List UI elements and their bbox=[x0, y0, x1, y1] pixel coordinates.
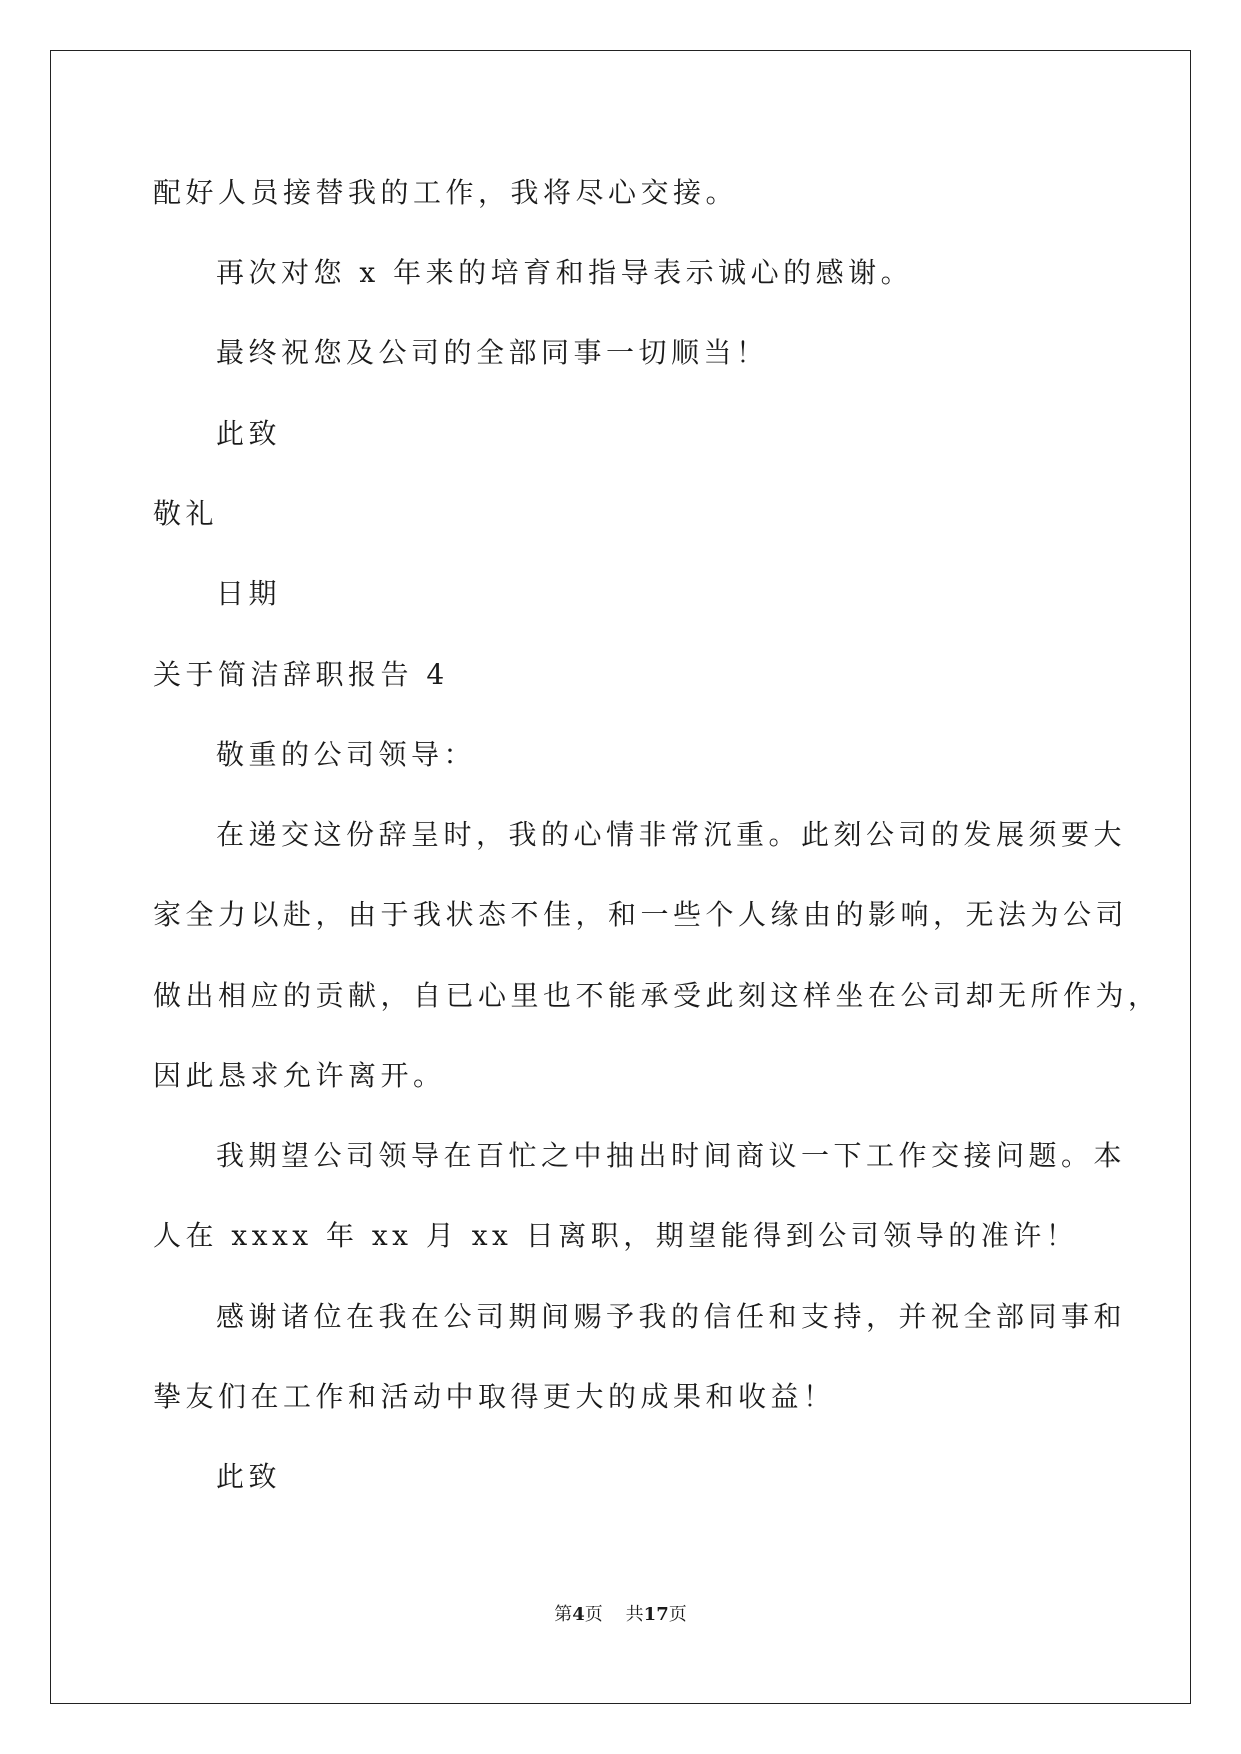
text-line: 挚友们在工作和活动中取得更大的成果和收益！ bbox=[153, 1380, 836, 1413]
text-line: 做出相应的贡献，自已心里也不能承受此刻这样坐在公司却无所作为， bbox=[153, 979, 1161, 1012]
text-line: 配好人员接替我的工作，我将尽心交接。 bbox=[153, 176, 739, 209]
page-suffix: 页 bbox=[584, 1604, 603, 1625]
closing-salutation: 此致 bbox=[216, 1460, 282, 1493]
closing-regards: 敬礼 bbox=[153, 497, 219, 530]
page-number: 4 bbox=[572, 1604, 585, 1625]
total-suffix: 页 bbox=[668, 1604, 687, 1625]
text-line: 感谢诸位在我在公司期间赐予我的信任和支持，并祝全部同事和 bbox=[216, 1300, 1127, 1333]
page-border bbox=[50, 50, 1191, 1704]
section-heading: 关于简洁辞职报告 4 bbox=[153, 658, 449, 691]
page-prefix: 第 bbox=[554, 1604, 573, 1625]
date-label: 日期 bbox=[216, 577, 282, 610]
text-line: 人在 xxxx 年 xx 月 xx 日离职，期望能得到公司领导的准许！ bbox=[153, 1219, 1079, 1252]
text-line: 我期望公司领导在百忙之中抽出时间商议一下工作交接问题。本 bbox=[216, 1139, 1127, 1172]
text-line: 在递交这份辞呈时，我的心情非常沉重。此刻公司的发展须要大 bbox=[216, 818, 1127, 851]
text-line: 家全力以赴，由于我状态不佳，和一些个人缘由的影响，无法为公司 bbox=[153, 898, 1129, 931]
total-prefix: 共 bbox=[625, 1604, 644, 1625]
greeting: 敬重的公司领导： bbox=[216, 738, 477, 771]
text-line: 再次对您 x 年来的培育和指导表示诚心的感谢。 bbox=[216, 256, 914, 289]
page-footer bbox=[0, 1603, 1241, 1627]
text-line: 因此恳求允许离开。 bbox=[153, 1059, 446, 1092]
text-line: 最终祝您及公司的全部同事一切顺当！ bbox=[216, 336, 769, 369]
closing-salutation: 此致 bbox=[216, 417, 282, 450]
total-pages: 17 bbox=[643, 1604, 669, 1625]
